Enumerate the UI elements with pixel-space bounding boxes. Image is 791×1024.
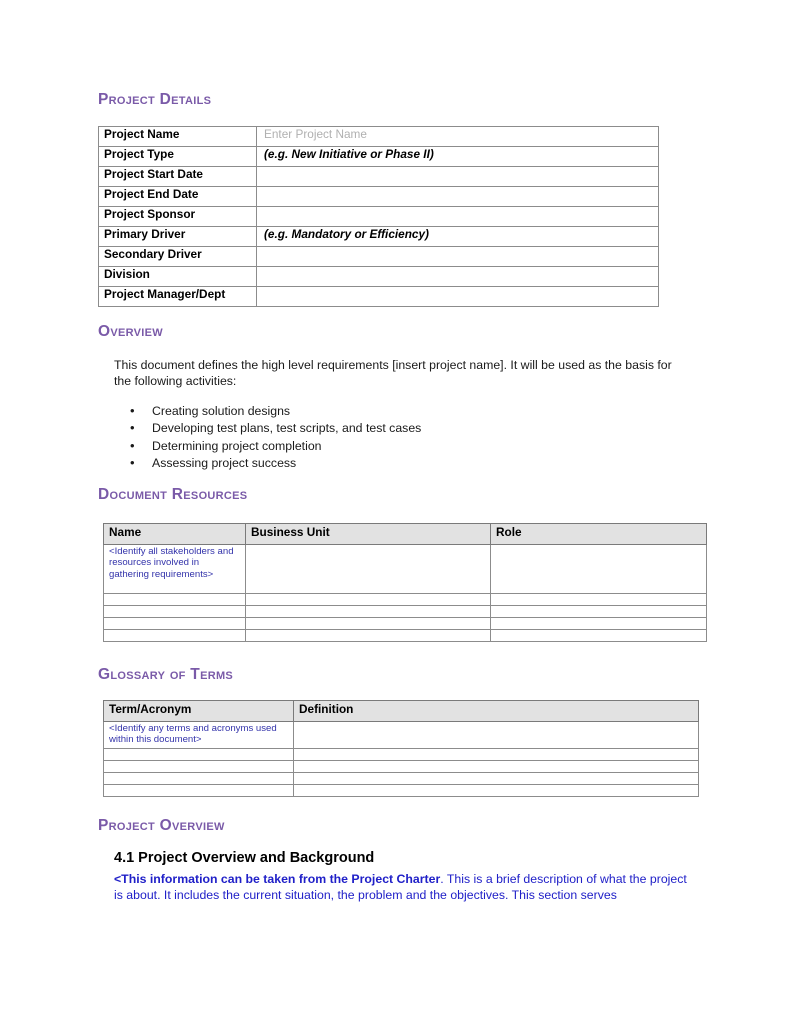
glossary-table (103, 700, 699, 797)
field-value[interactable] (257, 147, 659, 167)
table-row (99, 227, 659, 247)
project-overview-note (114, 872, 692, 904)
document-resources-table (103, 523, 707, 642)
resources-role-cell[interactable] (491, 630, 707, 642)
resources-note-text: <Identify all stakeholders and resources involved in gathering requirements> (109, 546, 234, 580)
glossary-note-text: <Identify any terms and acronyms used within this document> (109, 723, 277, 746)
field-value[interactable] (257, 247, 659, 267)
overview-paragraph: This document defines the high level requirements [insert project name]. It will be used as the basis for the following activities: (114, 358, 672, 388)
section-heading-project-details: Project Details (98, 91, 212, 108)
list-item: • Developing test plans, test scripts, and test cases (114, 420, 674, 436)
document-resources-body (104, 545, 707, 642)
resources-business-unit-cell[interactable] (246, 606, 491, 618)
column-header-name: Name (104, 524, 246, 545)
table-row (104, 545, 707, 594)
field-value[interactable] (257, 127, 659, 147)
column-header-definition: Definition (294, 701, 699, 722)
field-label: Project Name (99, 127, 257, 147)
project-details-table (98, 126, 659, 307)
field-value[interactable] (257, 287, 659, 307)
field-label: Project Sponsor (99, 207, 257, 227)
project-overview-note-rest: . This is a brief description of what the project is about. It includes the current situation, the problem and the objectives. This section serves (114, 872, 687, 902)
table-row (99, 147, 659, 167)
table-row (104, 606, 707, 618)
resources-name-cell[interactable] (104, 606, 246, 618)
resources-business-unit-cell[interactable] (246, 630, 491, 642)
glossary-body (104, 722, 699, 797)
glossary-term-cell[interactable] (104, 785, 294, 797)
glossary-definition-cell[interactable] (294, 785, 699, 797)
resources-role-cell[interactable] (491, 545, 707, 594)
table-row (99, 287, 659, 307)
table-row (104, 749, 699, 761)
resources-name-cell[interactable] (104, 618, 246, 630)
field-value[interactable] (257, 227, 659, 247)
table-row (104, 722, 699, 749)
list-item: • Assessing project success (114, 455, 674, 471)
resources-business-unit-cell[interactable] (246, 618, 491, 630)
column-header-business-unit: Business Unit (246, 524, 491, 545)
field-value[interactable] (257, 207, 659, 227)
resources-note-cell[interactable] (104, 545, 246, 594)
table-row (99, 267, 659, 287)
column-header-role: Role (491, 524, 707, 545)
table-row (104, 618, 707, 630)
table-row (99, 167, 659, 187)
resources-role-cell[interactable] (491, 618, 707, 630)
glossary-term-cell[interactable] (104, 761, 294, 773)
resources-business-unit-cell[interactable] (246, 545, 491, 594)
table-row (104, 761, 699, 773)
table-row (104, 785, 699, 797)
glossary-definition-cell[interactable] (294, 761, 699, 773)
column-header-term-acronym: Term/Acronym (104, 701, 294, 722)
project-overview-note-bold: <This information can be taken from the Project Charter (114, 872, 441, 886)
glossary-term-cell[interactable] (104, 773, 294, 785)
table-header-row (104, 701, 699, 722)
field-label: Primary Driver (99, 227, 257, 247)
section-heading-project-overview: Project Overview (98, 817, 225, 834)
section-heading-overview: Overview (98, 323, 163, 340)
section-heading-document-resources: Document Resources (98, 486, 248, 503)
table-row (104, 773, 699, 785)
field-value[interactable] (257, 187, 659, 207)
glossary-definition-cell[interactable] (294, 749, 699, 761)
field-label: Project Manager/Dept (99, 287, 257, 307)
field-label: Project Type (99, 147, 257, 167)
document-resources-header (104, 524, 707, 545)
table-header-row (104, 524, 707, 545)
resources-name-cell[interactable] (104, 630, 246, 642)
field-label: Secondary Driver (99, 247, 257, 267)
overview-bullet-list (114, 403, 674, 472)
table-row (99, 127, 659, 147)
table-row (104, 594, 707, 606)
list-item: • Creating solution designs (114, 403, 674, 419)
project-type-hint: (e.g. New Initiative or Phase II) (264, 147, 434, 161)
list-item: • Determining project completion (114, 438, 674, 454)
resources-role-cell[interactable] (491, 606, 707, 618)
glossary-header (104, 701, 699, 722)
field-label: Division (99, 267, 257, 287)
field-value[interactable] (257, 167, 659, 187)
resources-name-cell[interactable] (104, 594, 246, 606)
section-heading-glossary: Glossary of Terms (98, 666, 234, 683)
field-label: Project End Date (99, 187, 257, 207)
glossary-definition-cell[interactable] (294, 773, 699, 785)
glossary-definition-cell[interactable] (294, 722, 699, 749)
subheading-project-overview-background: 4.1 Project Overview and Background (114, 850, 375, 866)
table-row (104, 630, 707, 642)
project-name-placeholder: Enter Project Name (264, 127, 367, 141)
table-row (99, 207, 659, 227)
glossary-note-cell[interactable] (104, 722, 294, 749)
field-label: Project Start Date (99, 167, 257, 187)
glossary-term-cell[interactable] (104, 749, 294, 761)
table-row (99, 187, 659, 207)
table-row (99, 247, 659, 267)
resources-business-unit-cell[interactable] (246, 594, 491, 606)
primary-driver-hint: (e.g. Mandatory or Efficiency) (264, 227, 429, 241)
resources-role-cell[interactable] (491, 594, 707, 606)
project-details-body (99, 127, 659, 307)
field-value[interactable] (257, 267, 659, 287)
